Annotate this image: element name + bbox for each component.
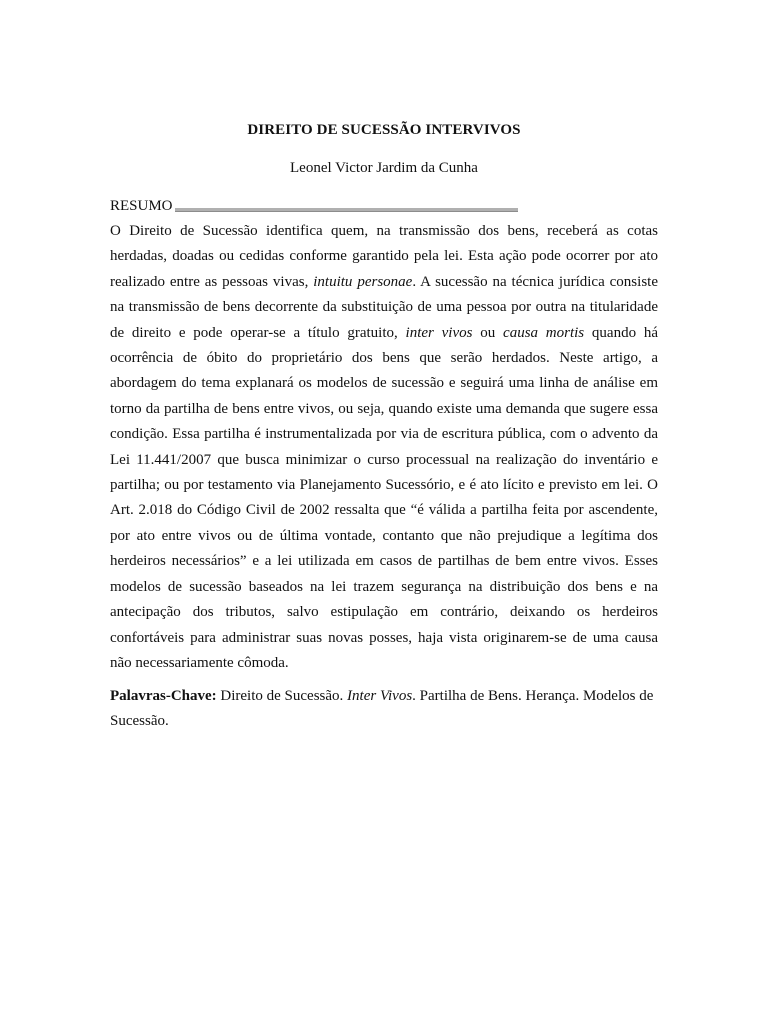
abstract-text-2: . A sucessão na técnica jurídica consiste na transmissão de bens decorrente da substituição de uma pessoa por outra na titularidade de direito e pode operar-se a título gratuito, [110,273,658,341]
keywords-italic-1: Inter Vivos [347,688,413,704]
heading-rule [175,208,518,212]
keywords-paragraph [110,684,658,735]
keywords-text-1: Direito de Sucessão. [216,688,348,704]
abstract-italic-2: inter vivos [405,324,473,341]
abstract-italic-3: causa mortis [503,324,585,341]
abstract-heading-row [110,198,658,218]
abstract-heading: RESUMO [110,198,173,214]
abstract-italic-1: intuitu personae [313,273,413,290]
abstract-text-4: quando há ocorrência de óbito do proprietário dos bens que serão herdados. Neste artigo, a abordagem do tema explanará os modelos de sucessão e seguirá uma linha de análise em torno da partilha de bens entre vivos, ou seja, quando existe uma demanda que sugere essa condição. Essa partilha é instrumentalizada por via de escritura pública, com o advento da Lei 11.441/2007 que busca minimizar o curso processual na realização do inventário e partilha; ou por testamento via Planejamento Sucessório, e é ato lícito e previsto em lei. O Art. 2.018 do Código Civil de 2002 ressalta que “é válida a partilha feita por ascendente, por ato entre vivos ou de última vontade, contanto que não prejudique a legítima dos herdeiros necessários” e a lei utilizada em casos de partilhas de bem entre vivos. Esses modelos de sucessão baseados na lei trazem segurança na distribuição dos bens e na antecipação dos tributos, salvo estipulação em contrário, deixando os herdeiros confortáveis para administrar suas novas posses, haja vista originarem-se de uma causa não necessariamente cômoda. [110,324,659,671]
keywords-text-2: . Partilha de Bens. Herança. Modelos de Sucessão. [110,688,654,730]
keywords-label: Palavras-Chave: [110,688,217,704]
abstract-paragraph [110,219,658,676]
author-name: Leonel Victor Jardim da Cunha [290,160,478,176]
abstract-text-3: ou [472,324,504,341]
abstract-text-1: O Direito de Sucessão identifica quem, na transmissão dos bens, receberá as cotas herdadas, doadas ou cedidas conforme garantido pela lei. Esta ação pode ocorrer por ato realizado entre as pessoas vivas, [110,223,658,290]
document-title: DIREITO DE SUCESSÃO INTERVIVOS [247,122,521,138]
